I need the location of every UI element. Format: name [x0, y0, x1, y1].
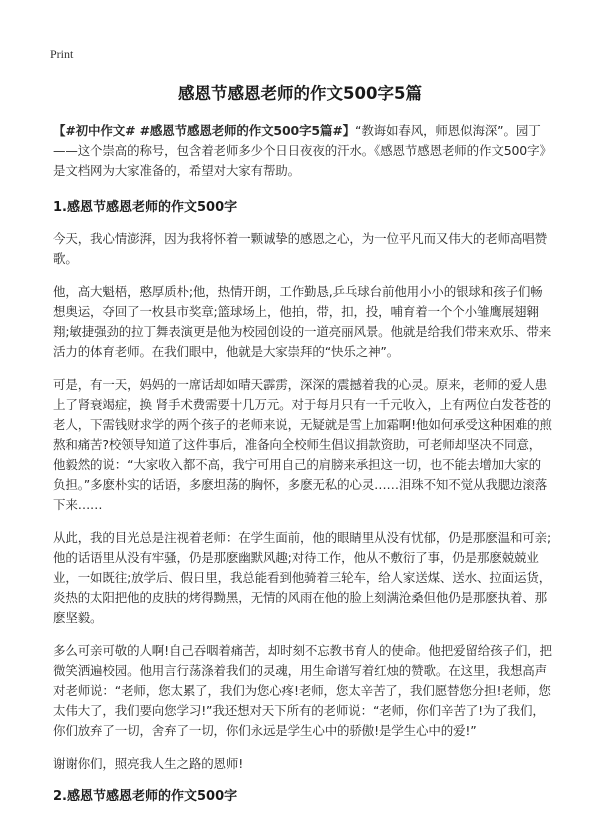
section-heading-2: 2.感恩节感恩老师的作文500字	[53, 789, 238, 804]
section-1-paragraph: 谢谢你们，照亮我人生之路的恩师!	[53, 756, 244, 771]
section-1-paragraph: 今天，我心情澎湃，因为我将怀着一颗诚挚的感恩之心，为一位平凡而又伟大的老师高唱赞歌。	[53, 231, 548, 266]
section-1-paragraph: 多么可亲可敬的人啊!自己吞咽着痛苦，却时刻不忘教书育人的使命。他把爱留给孩子们，把微笑洒遍校园。他用言行荡涤着我们的灵魂，用生命谱写着红烛的赞歌。在这里，我想高声对老师说：“老师，您太累了，我们为您心疼!老师，您太辛苦了，我们愿替您分担!老师，您太伟大了，我们要向您学习!”我还想对天下所有的老师说：“老师，你们辛苦了!为了我们，你们放弃了一切，舍弃了一切，你们永远是学生心中的骄傲!是学生心中的爱!”	[53, 643, 552, 738]
page-title: 感恩节感恩老师的作文500字5篇	[178, 84, 422, 103]
print-label: Print	[50, 47, 74, 61]
intro-tag: 【#初中作文# #感恩节感恩老师的作文500字5篇#】	[53, 123, 355, 138]
section-1-paragraph: 可是，有一天，妈妈的一席话却如晴天霹雳，深深的震撼着我的心灵。原来，老师的爱人患上了肾衰竭症，换 肾手术费需要十几万元。对于每月只有一千元收入，上有两位白发苍苍的老人，下需钱财求学的两个孩子的老师来说，无疑就是雪上加霜啊!他如何承受这种困难的煎熬和痛苦?校领导知道了这件事后，准备向全校师生倡议捐款资助，可老师却坚决不同意，他毅然的说：“大家收入都不高，我宁可用自己的肩膀来承担这一切，也不能去增加大家的负担。”多麽朴实的话语，多麽坦荡的胸怀，多麽无私的心灵……泪珠不知不觉从我腮边滚落下来……	[53, 377, 552, 512]
intro-paragraph	[53, 121, 553, 181]
section-1-paragraph: 他，高大魁梧，憨厚质朴;他，热情开朗，工作勤恳,乒乓球台前他用小小的银球和孩子们畅想奥运，夺回了一枚县市奖章;篮球场上，他拍，带，扣，投，哺育着一个个小雏鹰展翅翱翔;敏捷强劲的拉丁舞表演更是他为校园创设的一道亮丽风景。他就是给我们带来欢乐、带来活力的体育老师。在我们眼中，他就是大家崇拜的“快乐之神”。	[53, 284, 552, 359]
section-1-paragraph: 从此，我的目光总是注视着老师：在学生面前，他的眼睛里从没有忧郁，仍是那麽温和可亲;他的话语里从没有牢骚，仍是那麽幽默风趣;对待工作，他从不敷衍了事，仍是那麽兢兢业业，一如既往;放学后、假日里，我总能看到他骑着三轮车，给人家送煤、送水、拉面运货，炎热的太阳把他的皮肤的烤得黝黑，无情的风雨在他的脸上刻满沧桑但他仍是那麽执着、那麽坚毅。	[53, 530, 552, 625]
intro-text: “教诲如春风，师恩似海深”。园丁——这个崇高的称号，包含着老师多少个日日夜夜的汗水。《感恩节感恩老师的作文500字》是文档网为大家准备的，希望对大家有帮助。	[53, 123, 552, 178]
article-body	[53, 121, 553, 818]
section-heading-1: 1.感恩节感恩老师的作文500字	[53, 200, 238, 215]
